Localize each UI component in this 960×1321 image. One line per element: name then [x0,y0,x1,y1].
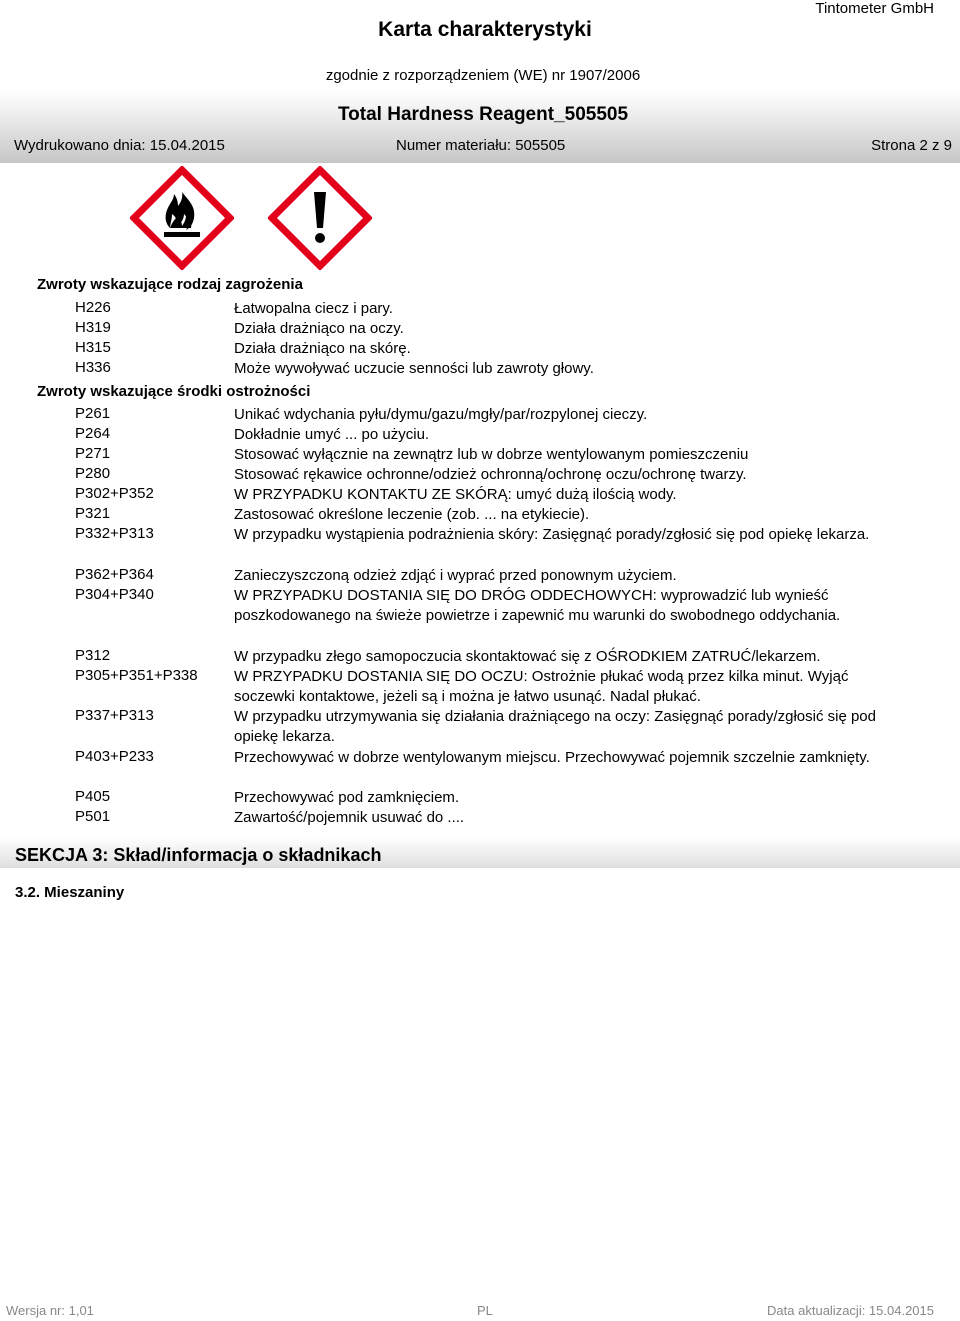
version-number: Wersja nr: 1,01 [6,1303,94,1318]
statement-text: W przypadku wystąpienia podrażnienia skóry: Zasięgnąć porady/zgłosić się pod opiekę lekarza. [234,526,870,543]
statement-text: Działa drażniąco na oczy. [234,320,404,337]
document-title: Karta charakterystyki [378,18,592,41]
statement-code: P302+P352 [75,485,154,502]
section-3-title: SEKCJA 3: Skład/informacja o składnikach [15,845,382,865]
statement-code: P264 [75,425,111,442]
language-code: PL [477,1303,493,1318]
statement-code: P321 [75,505,111,522]
precautionary-statements-heading: Zwroty wskazujące środki ostrożności [37,383,311,400]
statement-code: P261 [75,405,111,422]
statement-text: Może wywoływać uczucie senności lub zawroty głowy. [234,360,594,377]
statement-code: P337+P313 [75,707,154,724]
statement-code: P332+P313 [75,525,154,542]
statement-code: P362+P364 [75,566,154,583]
statement-code: P312 [75,647,111,664]
statement-code: P280 [75,465,111,482]
statement-text: Zawartość/pojemnik usuwać do .... [234,809,465,826]
statement-code: P271 [75,445,111,462]
material-number: Numer materiału: 505505 [396,137,566,154]
statement-text: Przechowywać w dobrze wentylowanym miejscu. Przechowywać pojemnik szczelnie zamknięty. [234,749,870,766]
statement-code: H336 [75,359,111,376]
statement-text: Łatwopalna ciecz i pary. [234,300,393,317]
statement-code: H319 [75,319,111,336]
statement-text: W PRZYPADKU DOSTANIA SIĘ DO OCZU: Ostrożnie płukać wodą przez kilka minut. Wyjąć soczewki kontaktowe, jeżeli są i można je łatwo usunąć. Nadal płukać. [234,668,849,706]
flame-icon [130,166,234,270]
statement-code: P304+P340 [75,586,154,603]
regulation-reference: zgodnie z rozporządzeniem (WE) nr 1907/2006 [325,67,641,84]
subsection-title: 3.2. Mieszaniny [15,884,125,901]
header-info-row [14,137,952,157]
statement-text: Stosować rękawice ochronne/odzież ochronną/ochronę oczu/ochronę twarzy. [234,466,747,483]
page-number: Strona 2 z 9 [871,137,952,154]
product-name: Total Hardness Reagent_505505 [337,104,629,125]
statement-text: Przechowywać pod zamknięciem. [234,789,460,806]
statement-text: Działa drażniąco na skórę. [234,340,411,357]
exclamation-mark-icon [268,166,372,270]
statement-text: W PRZYPADKU DOSTANIA SIĘ DO DRÓG ODDECHOWYCH: wyprowadzić lub wynieść poszkodowanego na świeże powietrze i zapewnić mu warunki do swobodnego oddychania. [234,587,841,625]
print-date: Wydrukowano dnia: 15.04.2015 [14,137,225,154]
statement-code: P501 [75,808,111,825]
statement-text: W przypadku utrzymywania się działania drażniącego na oczy: Zasięgnąć porady/zgłosić się pod opiekę lekarza. [234,708,876,746]
statement-text: Stosować wyłącznie na zewnątrz lub w dobrze wentylowanym pomieszczeniu [234,446,749,463]
statement-code: H315 [75,339,111,356]
statement-text: Unikać wdychania pyłu/dymu/gazu/mgły/par/rozpylonej cieczy. [234,406,648,423]
statement-text: W przypadku złego samopoczucia skontaktować się z OŚRODKIEM ZATRUĆ/lekarzem. [234,648,821,665]
update-date: Data aktualizacji: 15.04.2015 [767,1303,934,1318]
company-name: Tintometer GmbH [815,0,934,17]
statement-code: P403+P233 [75,748,154,765]
statement-code: P305+P351+P338 [75,667,198,684]
statement-text: Zanieczyszczoną odzież zdjąć i wyprać przed ponownym użyciem. [234,567,677,584]
ghs-pictograms [130,166,380,274]
page-footer [6,1303,934,1321]
statement-text: Dokładnie umyć ... po użyciu. [234,426,430,443]
statement-code: P405 [75,788,111,805]
hazard-statements-heading: Zwroty wskazujące rodzaj zagrożenia [37,276,303,293]
statement-text: W PRZYPADKU KONTAKTU ZE SKÓRĄ: umyć dużą ilością wody. [234,486,677,503]
statement-text: Zastosować określone leczenie (zob. ... na etykiecie). [234,506,590,523]
statement-code: H226 [75,299,111,316]
